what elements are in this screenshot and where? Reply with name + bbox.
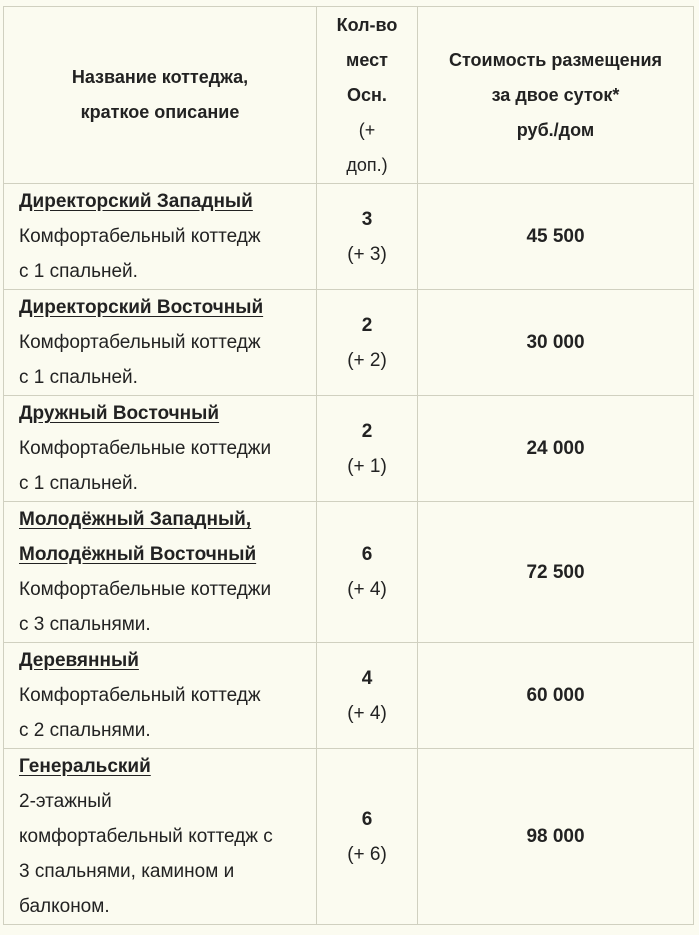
cottage-link[interactable]: Молодёжный Восточный: [19, 544, 257, 565]
cost-cell: 30 000: [418, 290, 694, 396]
cost-cell: 45 500: [418, 184, 694, 290]
cottage-name-cell: [4, 643, 317, 749]
header-text: за двое суток*: [491, 84, 620, 105]
cottage-name-cell: [4, 290, 317, 396]
cottage-description: с 1 спальней.: [19, 261, 138, 282]
header-text: доп.): [346, 154, 388, 175]
extra-seats: (+ 4): [347, 579, 387, 600]
cottage-description: Комфортабельный коттедж: [19, 226, 261, 247]
cottage-description: балконом.: [19, 896, 110, 917]
main-seats: 6: [361, 544, 373, 565]
cottage-link[interactable]: Дружный Восточный: [19, 403, 220, 424]
cottage-name-cell: [4, 396, 317, 502]
header-text: краткое описание: [80, 102, 240, 122]
seats-cell: [317, 290, 418, 396]
header-seats: [317, 7, 418, 184]
cottage-description: с 1 спальней.: [19, 367, 138, 388]
main-seats: 4: [361, 667, 373, 689]
cottage-description: 3 спальнями, камином и: [19, 861, 235, 882]
table-row: [4, 502, 694, 643]
seats-cell: [317, 396, 418, 502]
table-row: [4, 290, 694, 396]
header-text: Название коттеджа,: [71, 67, 249, 87]
header-text: (+: [358, 119, 376, 140]
cottage-name-cell: [4, 184, 317, 290]
main-seats: 3: [361, 208, 373, 230]
extra-seats: (+ 3): [347, 243, 387, 265]
table-row: [4, 396, 694, 502]
cottage-description: с 1 спальней.: [19, 473, 138, 494]
header-cottage-name: [4, 7, 317, 184]
extra-seats: (+ 1): [347, 455, 387, 477]
main-seats: 2: [361, 420, 373, 442]
cottage-link[interactable]: Деревянный: [19, 650, 139, 671]
table-row: [4, 749, 694, 925]
header-text: мест: [346, 49, 388, 70]
cottage-description: Комфортабельный коттедж: [19, 685, 261, 706]
cost-cell: 98 000: [418, 749, 694, 925]
cottage-link[interactable]: Генеральский: [19, 756, 151, 777]
seats-cell: [317, 184, 418, 290]
cottage-link[interactable]: Молодёжный Западный,: [19, 509, 252, 530]
cottage-name-cell: [4, 749, 317, 925]
seats-cell: [317, 643, 418, 749]
cost-cell: 72 500: [418, 502, 694, 643]
cottage-description: Комфортабельные коттеджи: [19, 579, 272, 600]
cottage-link[interactable]: Директорский Западный: [19, 191, 253, 212]
cottage-description: с 3 спальнями.: [19, 614, 151, 635]
main-seats: 2: [361, 314, 373, 336]
cottage-description: комфортабельный коттедж с: [19, 826, 273, 847]
seats-cell: [317, 749, 418, 925]
main-seats: 6: [361, 808, 373, 830]
cottage-description: Комфортабельные коттеджи: [19, 438, 272, 459]
cost-cell: 24 000: [418, 396, 694, 502]
header-text: Кол-во: [336, 14, 398, 35]
header-cost: [418, 7, 694, 184]
cottage-description: с 2 спальнями.: [19, 720, 151, 741]
cottage-description: Комфортабельный коттедж: [19, 332, 261, 353]
cottage-description: 2-этажный: [19, 791, 112, 812]
header-text: Осн.: [347, 84, 387, 105]
table-row: [4, 184, 694, 290]
header-text: руб./дом: [516, 119, 595, 140]
cottage-link[interactable]: Директорский Восточный: [19, 297, 264, 318]
table-header-row: [4, 7, 694, 184]
cost-cell: 60 000: [418, 643, 694, 749]
seats-cell: [317, 502, 418, 643]
extra-seats: (+ 2): [347, 349, 387, 371]
cottage-name-cell: [4, 502, 317, 643]
extra-seats: (+ 6): [347, 843, 387, 865]
table-row: [4, 643, 694, 749]
header-text: Стоимость размещения: [448, 49, 663, 70]
extra-seats: (+ 4): [347, 702, 387, 724]
cottage-price-table: [3, 6, 694, 925]
